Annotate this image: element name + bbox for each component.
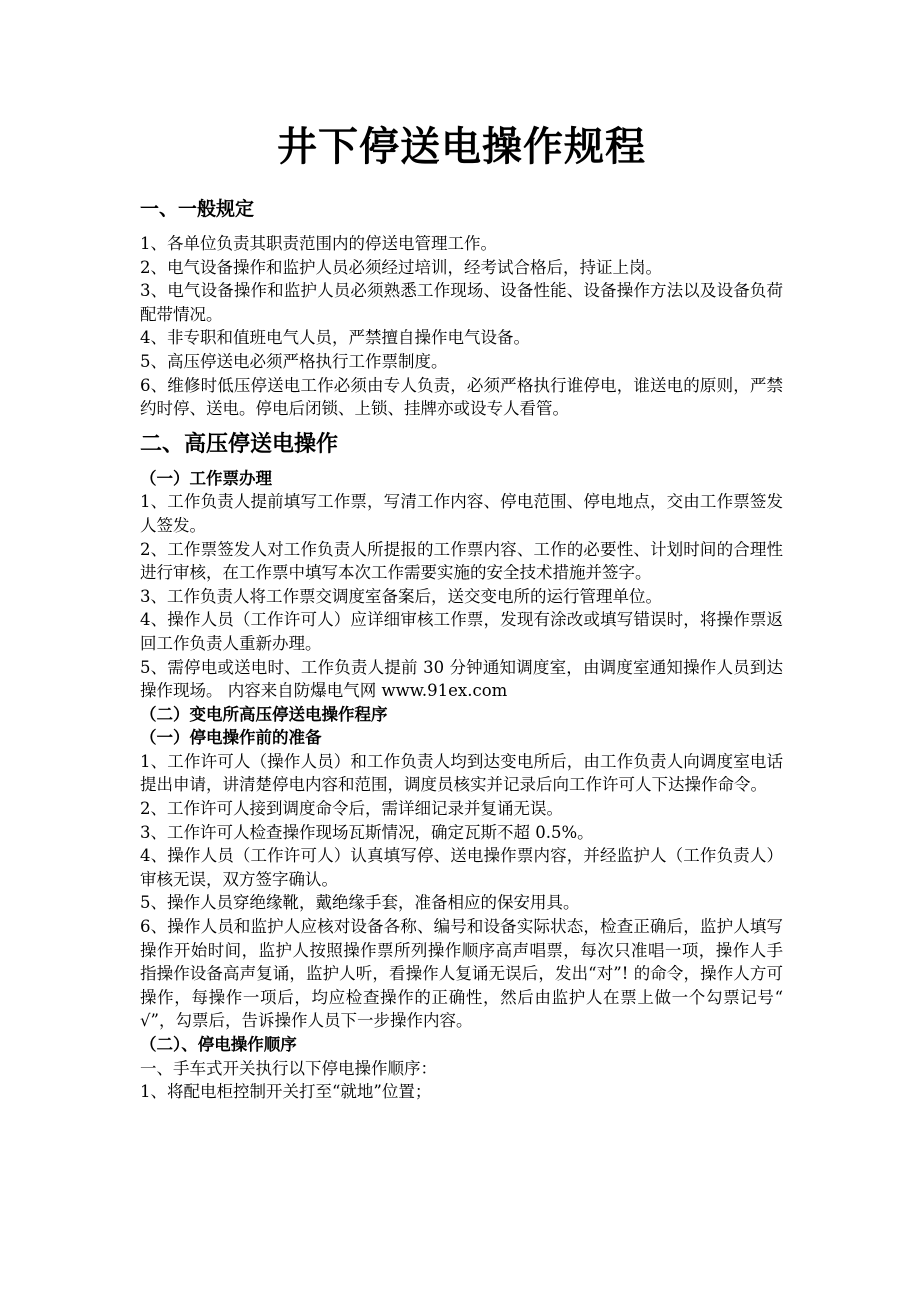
document-page [140, 118, 783, 1104]
paragraph: 3、工作负责人将工作票交调度室备案后，送交变电所的运行管理单位。 [140, 586, 662, 606]
subsection-heading: （二）变电所高压停送电操作程序 [140, 704, 388, 724]
paragraph: 5、操作人员穿绝缘靴，戴绝缘手套，准备相应的保安用具。 [140, 893, 580, 913]
paragraph: 2、工作票签发人对工作负责人所提报的工作票内容、工作的必要性、计划时间的合理性进行审核，在工作票中填写本次工作需要实施的安全技术措施并签字。 [140, 539, 783, 583]
section-general-rules [140, 192, 783, 421]
subsection-heading: （一）停电操作前的准备 [140, 728, 322, 748]
paragraph: 一、手车式开关执行以下停电操作顺序： [140, 1058, 437, 1078]
page-title: 井下停送电操作规程 [277, 124, 646, 170]
paragraph: 5、需停电或送电时、工作负责人提前 30 分钟通知调度室，由调度室通知操作人员到达操作现场。 内容来自防爆电气网 www.91ex.com [140, 657, 783, 701]
paragraph: 4、操作人员（工作许可人）认真填写停、送电操作票内容，并经监护人（工作负责人）审核无误，双方签字确认。 [140, 846, 783, 889]
section-high-voltage-operation [140, 427, 783, 1104]
subsection-heading: （一）工作票办理 [140, 468, 272, 488]
section-heading: 二、高压停送电操作 [140, 431, 339, 457]
paragraph: 1、工作许可人（操作人员）和工作负责人均到达变电所后，由工作负责人向调度室电话提出申请，讲清楚停电内容和范围，调度员核实并记录后向工作许可人下达操作命令。 [140, 751, 783, 795]
section-heading: 一、一般规定 [140, 198, 255, 220]
paragraph: 2、电气设备操作和监护人员必须经过培训，经考试合格后，持证上岗。 [140, 257, 662, 277]
paragraph: 3、电气设备操作和监护人员必须熟悉工作现场、设备性能、设备操作方法以及设备负荷配带情况。 [140, 281, 783, 324]
paragraph: 1、工作负责人提前填写工作票，写清工作内容、停电范围、停电地点，交由工作票签发人签发。 [140, 492, 783, 535]
paragraph: 3、工作许可人检查操作现场瓦斯情况，确定瓦斯不超 0.5%。 [140, 822, 594, 842]
subsection-heading: （二）、停电操作顺序 [140, 1035, 297, 1054]
paragraph: 6、操作人员和监护人应核对设备各称、编号和设备实际状态，检查正确后，监护人填写操作开始时间，监护人按照操作票所列操作顺序高声唱票，每次只准唱一项，操作人手指操作设备高声复诵，监护人听，看操作人复诵无误后，发出“对”! 的命令，操作人方可操作，每操作一项后，均应检查操作的正确性，然后由监护人在票上做一个勾票记号“ √”，勾票后，告诉操作人员下一步操作内容。 [140, 917, 783, 1031]
paragraph: 5、高压停送电必须严格执行工作票制度。 [140, 351, 448, 371]
paragraph: 6、维修时低压停送电工作必须由专人负责，必须严格执行谁停电，谁送电的原则，严禁约时停、送电。停电后闭锁、上锁、挂牌亦或设专人看管。 [140, 375, 783, 419]
paragraph: 1、各单位负责其职责范围内的停送电管理工作。 [140, 234, 497, 253]
paragraph: 4、操作人员（工作许可人）应详细审核工作票，发现有涂改或填写错误时，将操作票返回工作负责人重新办理。 [140, 610, 783, 653]
paragraph: 4、非专职和值班电气人员，严禁擅自操作电气设备。 [140, 328, 530, 348]
paragraph: 2、工作许可人接到调度命令后，需详细记录并复诵无误。 [140, 799, 563, 819]
paragraph: 1、将配电柜控制开关打至“就地”位置； [140, 1082, 432, 1102]
